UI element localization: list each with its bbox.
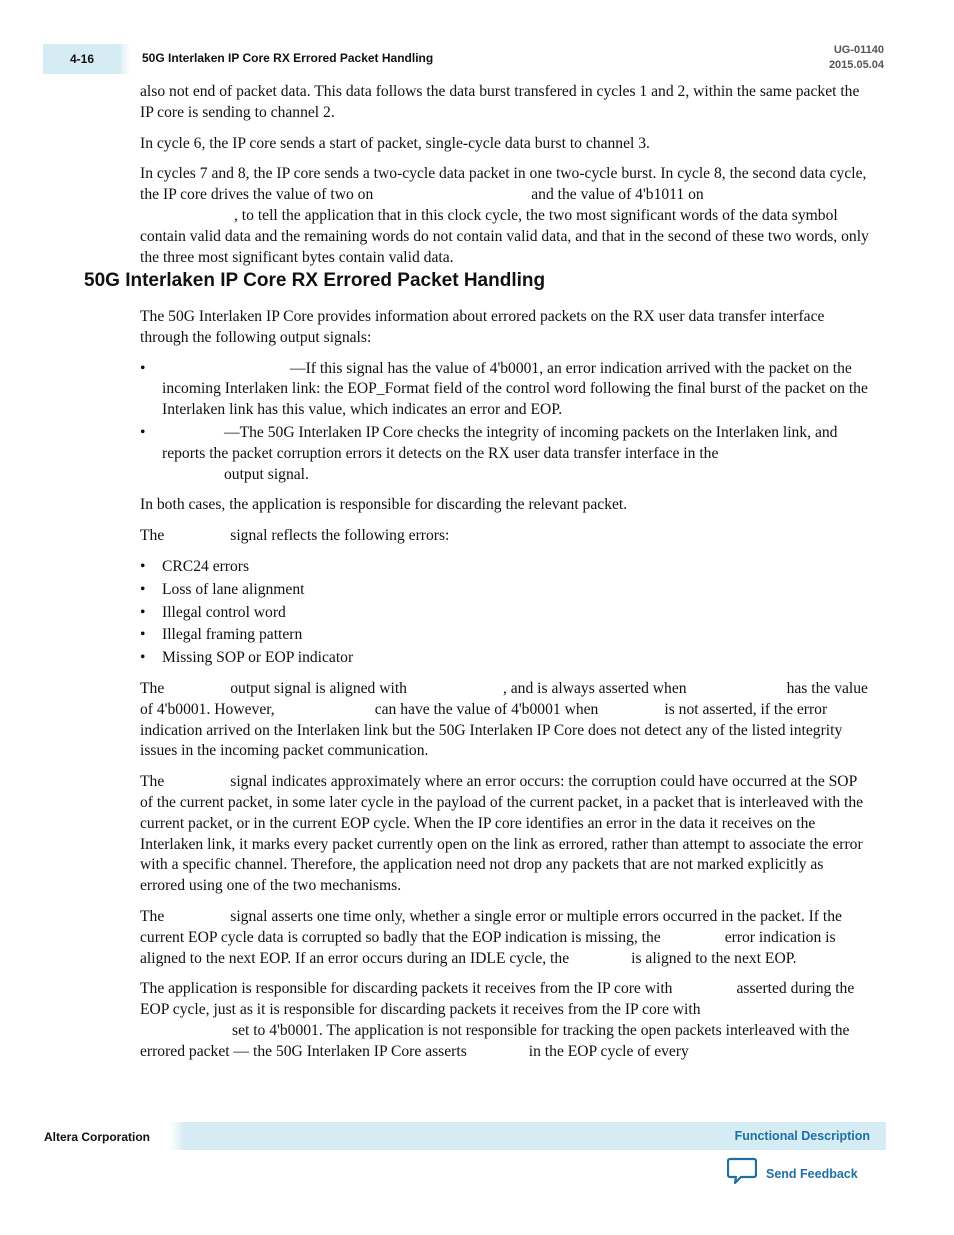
- list-item: • —If this signal has the value of 4'b0001, an error indication arrived with the packet on the incoming Interlaken link: the EOP_Format field of the control word following the final burst of the packet on the Interlaken link has this value, which indicates an error and EOP.: [140, 359, 870, 421]
- speech-bubble-icon: [727, 1157, 757, 1190]
- section-paragraph-5: The signal indicates approximately where an error occurs: the corruption could have occurred at the SOP of the current packet, in some later cycle in the payload of the current packet, in a packet that is interleaved with the current packet, or in the current EOP cycle. When the IP core identifies an error in the data it receives on the Interlaken link, it marks every packet currently open on the link as errored, rather than attempt to associate the error with a specific channel. Therefore, the application need not drop any packets that are not marked explicitly as errored using one of the two mechanisms.: [140, 773, 864, 895]
- section-paragraph-6: The signal asserts one time only, whether a single error or multiple errors occurred in the packet. If the current EOP cycle data is corrupted so badly that the EOP indication is missing, the error indication is aligned to the next EOP. If an error occurs during an IDLE cycle, the is aligned to the next EOP.: [140, 907, 842, 967]
- footer-band-fade: [170, 1122, 184, 1150]
- intro-text: [140, 82, 870, 278]
- page-tab-fade: [121, 44, 131, 74]
- section-heading: 50G Interlaken IP Core RX Errored Packet Handling: [84, 270, 546, 291]
- intro-paragraph-3: In cycles 7 and 8, the IP core sends a two-cycle data packet in one two-cycle burst. In cycle 8, the second data cycle, the IP core drives the value of two on and the value of 4'b1011 on , to tell the application that in this clock cycle, the two most significant words of the data symbol contain valid data and the remaining words do not contain valid data, and that in the second of these two words, only the three most significant bytes contain valid data.: [140, 165, 869, 266]
- document-date: 2015.05.04: [828, 59, 884, 71]
- section-paragraph-4: The output signal is aligned with , and is always asserted when has the value of 4'b0001. However, can have the value of 4'b0001 when is not asserted, if the error indication arrived on the Interlaken link but the 50G Interlaken IP Core does not detect any of the listed integrity issues in the incoming packet communication.: [140, 679, 868, 760]
- output-signal-list: [140, 359, 870, 486]
- error-list: [140, 557, 870, 669]
- send-feedback-label: Send Feedback: [766, 1166, 858, 1181]
- intro-paragraph-1: also not end of packet data. This data follows the data burst transfered in cycles 1 and 2, within the same packet the IP core is sending to channel 2.: [140, 83, 860, 121]
- list-item: • Loss of lane alignment: [140, 580, 870, 601]
- document-id: UG-01140: [833, 44, 884, 56]
- list-item: • Illegal control word: [140, 603, 870, 624]
- page-number-tab: [43, 44, 121, 74]
- send-feedback-button[interactable]: [727, 1157, 858, 1190]
- document-meta: [829, 43, 884, 73]
- list-item: • Missing SOP or EOP indicator: [140, 648, 870, 669]
- page-number: 4-16: [69, 52, 95, 66]
- company-name: Altera Corporation: [44, 1130, 151, 1144]
- section-body: [140, 307, 870, 1073]
- list-item: • Illegal framing pattern: [140, 625, 870, 646]
- intro-paragraph-2: In cycle 6, the IP core sends a start of packet, single-cycle data burst to channel 3.: [140, 134, 650, 152]
- list-item: • —The 50G Interlaken IP Core checks the integrity of incoming packets on the Interlaken link, and reports the packet corruption errors it detects on the RX user data transfer interface in the output signal.: [140, 423, 870, 485]
- running-header-title: 50G Interlaken IP Core RX Errored Packet Handling: [142, 51, 434, 65]
- section-paragraph-1: The 50G Interlaken IP Core provides information about errored packets on the RX user data transfer interface through the following output signals:: [140, 308, 825, 346]
- list-item: • CRC24 errors: [140, 557, 870, 578]
- section-paragraph-2: In both cases, the application is responsible for discarding the relevant packet.: [140, 496, 628, 514]
- section-paragraph-7: The application is responsible for discarding packets it receives from the IP core with asserted during the EOP cycle, just as it is responsible for discarding packets it receives from the IP core with set to 4'b0001. The application is not responsible for tracking the open packets interleaved with the errored packet — the 50G Interlaken IP Core asserts in the EOP cycle of every: [140, 980, 855, 1060]
- section-paragraph-3: The signal reflects the following errors:: [140, 527, 450, 545]
- functional-description-link[interactable]: Functional Description: [734, 1129, 870, 1143]
